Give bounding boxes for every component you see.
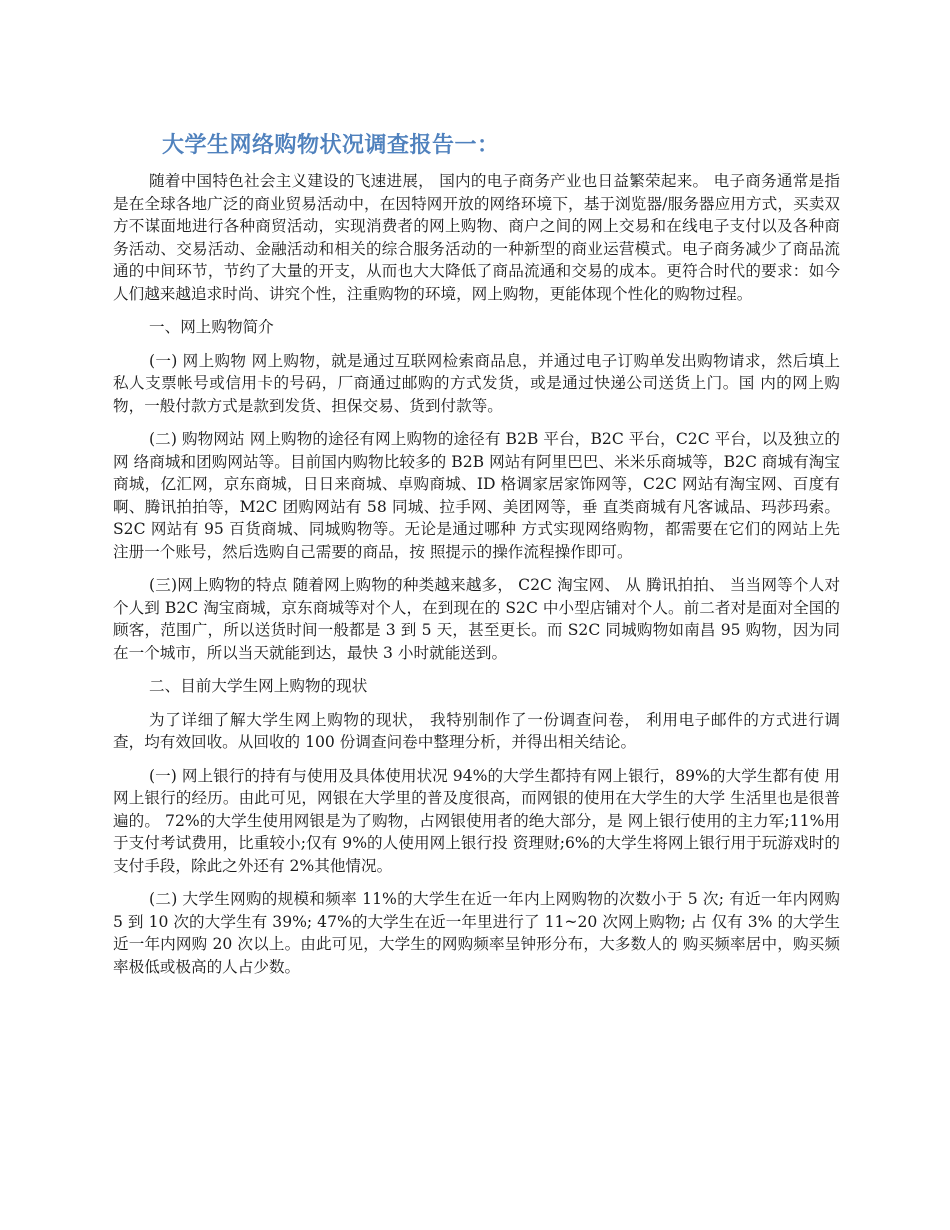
paragraph-intro: 随着中国特色社会主义建设的飞速进展， 国内的电子商务产业也日益繁荣起来。 电子商务通常是指是在全球各地广泛的商业贸易活动中，在因特网开放的网络环境下，基于浏览器/服务器应用方式，买卖双方不谋面地进行各种商贸活动，实现消费者的网上购物、商户之间的网上交易和在线电子支付以及各种商务活动、交易活动、金融活动和相关的综合服务活动的一种新型的商业运营模式。电子商务减少了商品流通的中间环节，节约了大量的开支，从而也大大降低了商品流通和交易的成本。更符合时代的要求：如今人们越来越追求时尚、讲究个性，注重购物的环境，网上购物，更能体现个性化的购物过程。 [113,172,840,303]
section-heading-1: 一、网上购物简介 [149,318,274,336]
document-title: 大学生网络购物状况调查报告一： [162,133,500,158]
section-heading-2: 二、目前大学生网上购物的现状 [149,677,368,695]
paragraph-shopping-frequency: (二) 大学生网购的规模和频率 11%的大学生在近一年内上网购物的次数小于 5 次; 有近一年内网购 5 到 10 次的大学生有 39%; 47%的大学生在近一年里进行了 11~20 次网上购物; 占 仅有 3% 的大学生近一年内网购 20 次以上。由此可见，大学生的网购频率呈钟形分布，大多数人的 购买频率居中，购买频率极低或极高的人占少数。 [113,890,840,976]
paragraph-online-shopping-definition: (一) 网上购物 网上购物，就是通过互联网检索商品息，并通过电子订购单发出购物请求，然后填上 私人支票帐号或信用卡的号码，厂商通过邮购的方式发货，或是通过快递公司送货上门。国 内的网上购物，一般付款方式是款到发货、担保交易、货到付款等。 [113,351,840,415]
document-body [113,170,840,989]
paragraph-online-banking: (一) 网上银行的持有与使用及具体使用状况 94%的大学生都持有网上银行，89%的大学生都有使 用网上银行的经历。由此可见，网银在大学里的普及度很高，而网银的使用在大学生的大学 生活里也是很普遍的。 72%的大学生使用网银是为了购物，占网银使用者的绝大部分，是 网上银行使用的主力军;11%用于支付考试费用，比重较小;仅有 9%的人使用网上银行投 资理财;6%的大学生将网上银行用于玩游戏时的支付手段，除此之外还有 2%其他情况。 [113,766,840,875]
paragraph-survey-method: 为了详细了解大学生网上购物的现状， 我特别制作了一份调查问卷， 利用电子邮件的方式进行调查，均有效回收。从回收的 100 份调查问卷中整理分析，并得出相关结论。 [113,710,840,751]
paragraph-shopping-websites: (二) 购物网站 网上购物的途径有网上购物的途径有 B2B 平台，B2C 平台，C2C 平台，以及独立的网 络商城和团购网站等。目前国内购物比较多的 B2B 网站有阿里巴巴、米米乐商城等，B2C 商城有淘宝商城，亿汇网，京东商城，日日来商城、卓购商城、ID 格调家居家饰网等，C2C 网站有淘宝网、百度有啊、腾讯拍拍等，M2C 团购网站有 58 同城、拉手网、美团网等，垂 直类商城有凡客诚品、玛莎玛索。S2C 网站有 95 百货商城、同城购物等。无论是通过哪种 方式实现网络购物，都需要在它们的网站上先注册一个账号，然后选购自己需要的商品，按 照提示的操作流程操作即可。 [113,430,840,561]
paragraph-shopping-features: (三)网上购物的特点 随着网上购物的种类越来越多， C2C 淘宝网、 从 腾讯拍拍、 当当网等个人对个人到 B2C 淘宝商城，京东商城等对个人，在到现在的 S2C 中小型店铺对个人。前二者对是面对全国的顾客，范围广，所以送货时间一般都是 3 到 5 天，甚至更长。而 S2C 同城购物如南昌 95 购物，因为同在一个城市，所以当天就能到达，最快 3 小时就能送到。 [113,576,840,662]
